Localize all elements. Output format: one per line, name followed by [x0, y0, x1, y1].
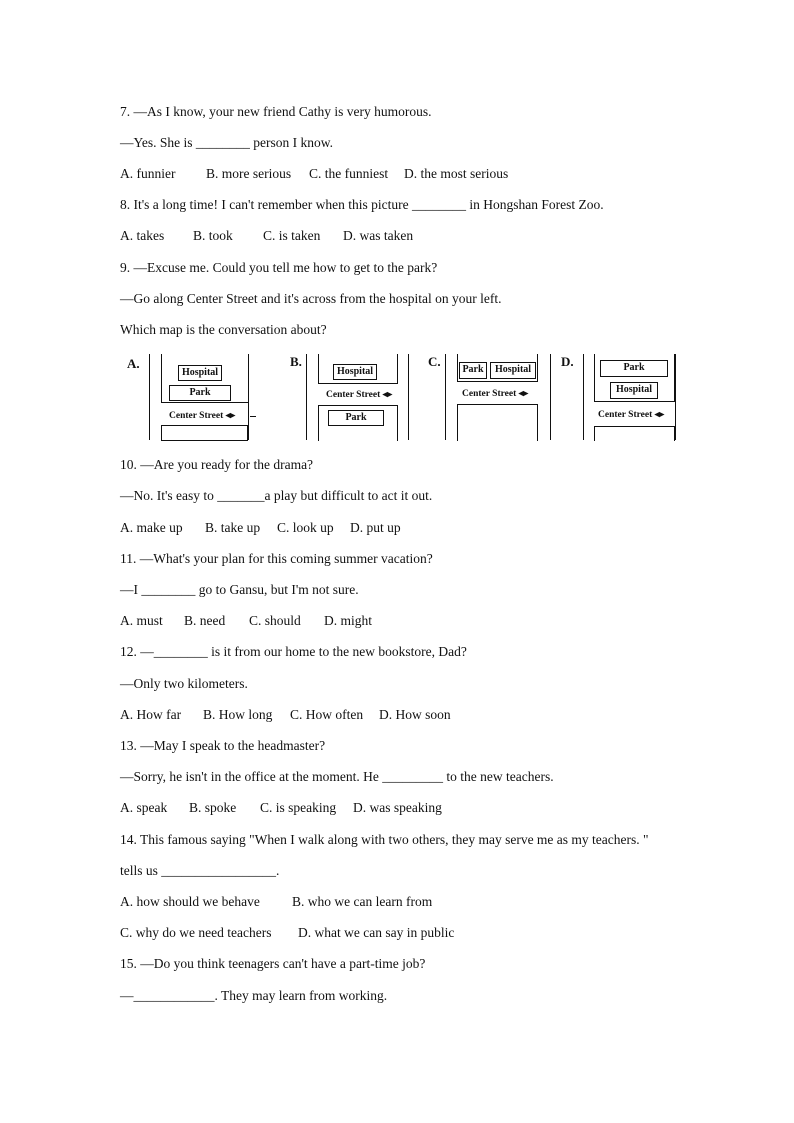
map-c-block-lower — [457, 404, 538, 441]
q7-option-c: C. the funniest — [309, 166, 389, 181]
map-a-street: Center Street ◂▸ — [169, 411, 236, 421]
q12-stem: 12. —________ is it from our home to the new bookstore, Dad? — [120, 644, 467, 659]
q10-stem: 10. —Are you ready for the drama? — [120, 457, 314, 472]
q13-option-a: A. speak — [120, 800, 168, 815]
map-a-block-edge — [161, 354, 162, 402]
map-a-block-bottom — [161, 402, 248, 403]
q12-option-c: C. How often — [290, 707, 364, 722]
map-d-hospital: Hospital — [610, 382, 658, 399]
map-b-road-right — [408, 354, 409, 440]
q10-option-b: B. take up — [205, 520, 261, 535]
q11-stem: 11. —What's your plan for this coming summer vacation? — [120, 551, 433, 566]
q8-option-a: A. takes — [120, 228, 165, 243]
q15-stem: 15. —Do you think teenagers can't have a part-time job? — [120, 956, 426, 971]
map-a-dash — [250, 416, 256, 417]
map-b-label: B. — [290, 354, 302, 369]
q9-reply: —Go along Center Street and it's across from the hospital on your left. — [120, 291, 502, 306]
map-b-hospital: Hospital — [333, 364, 377, 380]
map-a-block-lower — [161, 425, 248, 441]
map-c-label: C. — [428, 354, 441, 369]
map-d-road-right — [675, 354, 676, 440]
map-d — [558, 352, 680, 442]
q8-options — [120, 228, 413, 244]
q11-option-d: D. might — [324, 613, 373, 628]
q14-option-b: B. who we can learn from — [292, 894, 433, 909]
q9-stem: 9. —Excuse me. Could you tell me how to get to the park? — [120, 260, 438, 275]
map-d-label: D. — [561, 354, 574, 369]
map-c-hospital: Hospital — [490, 362, 536, 379]
q14-stem-continued: tells us _________________. — [120, 863, 280, 878]
map-a-hospital: Hospital — [178, 365, 222, 381]
q11-options — [120, 613, 372, 629]
q13-stem: 13. —May I speak to the headmaster? — [120, 738, 326, 753]
q7-stem: 7. —As I know, your new friend Cathy is very humorous. — [120, 104, 432, 119]
q8-option-b: B. took — [193, 228, 233, 243]
map-d-road-left — [583, 354, 584, 440]
q12-option-b: B. How long — [203, 707, 273, 722]
map-b — [288, 352, 413, 442]
q11-option-b: B. need — [184, 613, 226, 628]
map-c-road-right — [550, 354, 551, 440]
map-c-park: Park — [459, 362, 487, 379]
q11-reply: —I ________ go to Gansu, but I'm not sure. — [120, 582, 359, 597]
q7-option-a: A. funnier — [120, 166, 176, 181]
map-c-road-left — [445, 354, 446, 440]
map-b-street: Center Street ◂▸ — [326, 390, 393, 400]
map-c-street: Center Street ◂▸ — [462, 389, 529, 399]
q8-option-c: C. is taken — [263, 228, 321, 243]
q9-question: Which map is the conversation about? — [120, 322, 327, 337]
q8-stem: 8. It's a long time! I can't remember when this picture ________ in Hongshan Forest Zoo. — [120, 197, 604, 212]
q14-option-c: C. why do we need teachers — [120, 925, 272, 940]
q8-option-d: D. was taken — [343, 228, 414, 243]
map-a-road-right — [248, 354, 249, 440]
map-a-road-left — [149, 354, 150, 440]
q14-option-d: D. what we can say in public — [298, 925, 455, 940]
q13-option-b: B. spoke — [189, 800, 237, 815]
q12-option-a: A. How far — [120, 707, 182, 722]
q13-option-c: C. is speaking — [260, 800, 337, 815]
q13-options — [120, 800, 442, 816]
q13-option-d: D. was speaking — [353, 800, 442, 815]
q11-option-c: C. should — [249, 613, 301, 628]
map-d-park: Park — [600, 360, 668, 377]
q10-options — [120, 520, 401, 536]
q10-option-c: C. look up — [277, 520, 334, 535]
q7-option-d: D. the most serious — [404, 166, 509, 181]
q13-reply: —Sorry, he isn't in the office at the moment. He _________ to the new teachers. — [120, 769, 554, 784]
q7-options — [120, 166, 508, 182]
map-b-park: Park — [328, 410, 384, 426]
map-d-street: Center Street ◂▸ — [598, 410, 665, 420]
map-a-label: A. — [127, 356, 140, 371]
q12-option-d: D. How soon — [379, 707, 451, 722]
q10-option-a: A. make up — [120, 520, 183, 535]
q14-options-row-1 — [120, 894, 432, 910]
q12-options — [120, 707, 451, 723]
q14-option-a: A. how should we behave — [120, 894, 260, 909]
q15-reply: —____________. They may learn from working. — [120, 988, 388, 1003]
q10-reply: —No. It's easy to _______a play but difficult to act it out. — [120, 488, 433, 503]
q7-option-b: B. more serious — [206, 166, 292, 181]
q7-reply: —Yes. She is ________ person I know. — [120, 135, 334, 150]
map-a-park: Park — [169, 385, 231, 401]
q11-option-a: A. must — [120, 613, 163, 628]
q12-reply: —Only two kilometers. — [120, 676, 248, 691]
q14-stem: 14. This famous saying "When I walk along with two others, they may serve me as my teachers. " — [120, 832, 649, 847]
map-a — [124, 352, 259, 442]
map-d-block-lower — [594, 426, 675, 441]
map-c — [428, 352, 558, 442]
q14-options-row-2 — [120, 925, 454, 941]
map-b-road-left — [306, 354, 307, 440]
q10-option-d: D. put up — [350, 520, 401, 535]
